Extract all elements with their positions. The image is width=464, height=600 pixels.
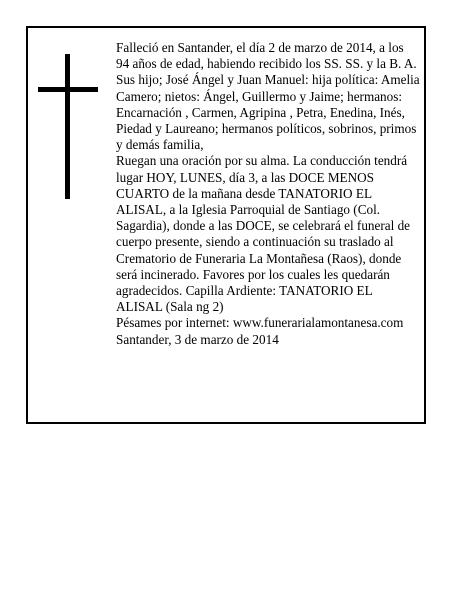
condolences-website: Pésames por internet: www.funerarialamontanesa.com (116, 315, 404, 331)
place-date: Santander, 3 de marzo de 2014 (116, 331, 279, 347)
family-list: Sus hijo; José Ángel y Juan Manuel: hija política: Amelia Camero; nietos: Ángel, Guillermo y Jaime; hermanos: Encarnación , Carmen, Agripina , Petra, Enedina, Inés, Piedad y Laureano; hermanos políticos, sobrinos, primos y demás familia, (116, 72, 420, 153)
obituary-notice (26, 26, 426, 424)
cross-vertical-bar (65, 54, 70, 199)
notice-text (116, 40, 420, 348)
cross-icon (38, 54, 98, 199)
funeral-details: Ruegan una oración por su alma. La conducción tendrá lugar HOY, LUNES, día 3, a las DOCE MENOS CUARTO de la mañana desde TANATORIO EL ALISAL, a la Iglesia Parroquial de Santiago (Col. Sagardia), donde a las DOCE, se celebrará el funeral de cuerpo presente, siendo a continuación su traslado al Crematorio de Funeraria La Montañesa (Raos), donde será incinerado. Favores por los cuales les quedarán agradecidos. Capilla Ardiente: TANATORIO EL ALISAL (Sala ng 2) (116, 153, 411, 315)
cross-horizontal-bar (38, 87, 98, 92)
death-announcement: Falleció en Santander, el día 2 de marzo de 2014, a los 94 años de edad, habiendo recibido los SS. SS. y la B. A. (116, 40, 417, 72)
